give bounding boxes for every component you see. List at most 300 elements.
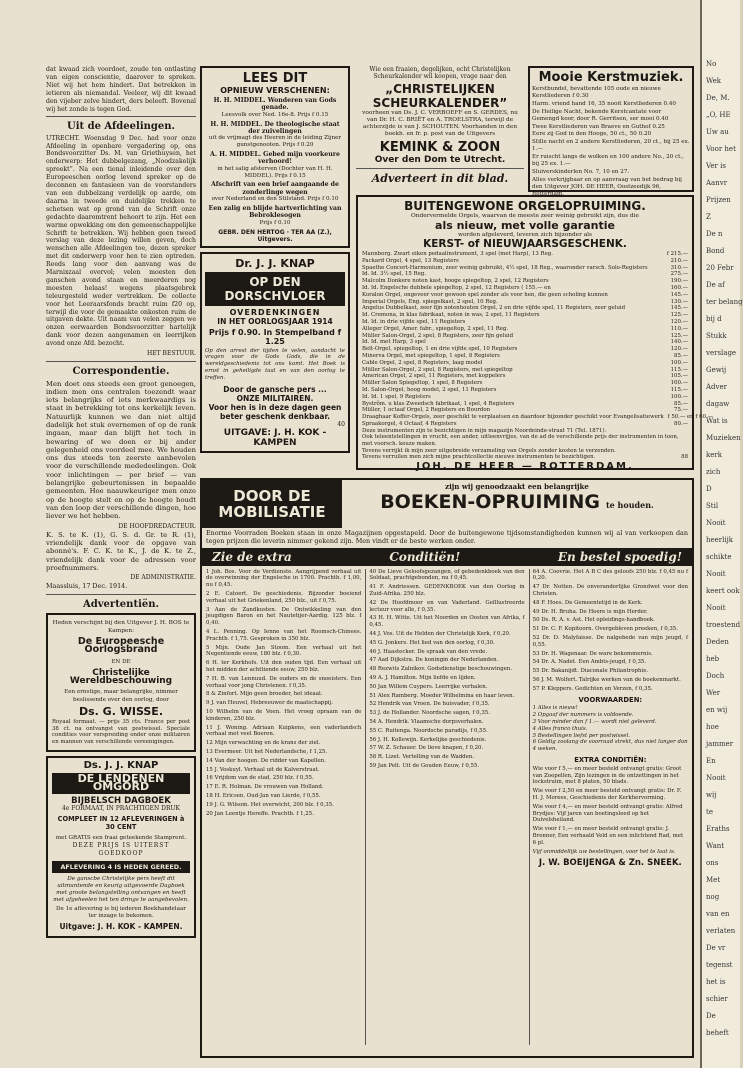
orgel-row-price: 85.— <box>674 400 688 407</box>
adjacent-page-fragment: De, M. <box>706 94 730 102</box>
orgel-row-price: 120.— <box>670 346 688 353</box>
lees-dit-item-detail: in het salig afsterven (Dochter van H. H. MIDDEL). Prijs f 0.15 <box>217 165 333 179</box>
voorwaarde-item: 5 Bestellingen liefst per postwissel. <box>532 732 630 739</box>
book-entry: 56 J. H. Kollewijn. Kerkelijke geschiedenis. <box>369 736 487 743</box>
adjacent-page-fragment: van en <box>706 910 730 918</box>
kemink-location: Over den Dom te Utrecht. <box>374 155 506 166</box>
adjacent-page-fragment: zich <box>706 468 721 476</box>
ad-oorlogsbrand-top: Heden verschijnt bij den Uitgever J. H. BOS te Kampen: <box>52 619 190 635</box>
kerstmuziek-line: De Heilige Nacht, bekende Kerstcantate voor Gemengd koor, door R. Gerritsen, ser mooi 0.40 <box>532 108 669 122</box>
knap-sub: OVERDENKINGEN <box>229 307 321 317</box>
orgel-row-price: 210.— <box>670 257 688 264</box>
lees-dit-item-title: Een zalig en blijde hartverlichting van Bebroklesogen <box>208 205 342 220</box>
book-entry: 56 J. M. Wolfert. Talrijke werken van de boekenmarkt. <box>532 676 681 683</box>
adjacent-page-fragment: Muzieken <box>706 434 741 442</box>
column-three <box>356 66 524 191</box>
orgel-heading-3: KERST- of NIEUWJAARSGESCHENK. <box>423 238 627 250</box>
adjacent-page-fragment: Adver <box>706 383 727 391</box>
banner2-right: En bestel spoedig! <box>557 549 682 564</box>
book-entry: 44 J. Vos. Uit de Helden der Christelijk Kerk, f 0,20. <box>369 630 511 637</box>
ad-lendenen-publisher: Uitgave: J. H. KOK - KAMPEN. <box>59 922 183 932</box>
adjacent-page-fragment: Aanvr <box>706 179 728 187</box>
orgel-note-4: Tevens verruilen men zich mijne prachtcollectie nieuwe instrumenten te bezichtigen. <box>362 454 596 461</box>
extra-item: Wie voor f 1,— en meer besteld ontvangt gratis: J. Brenner, Een verhaald Veld en een inlichtend Rad, met 6 pl. <box>532 826 684 846</box>
orgel-row-name: Müller Salon Spiegeltop, 1 spel, 8 Registers <box>362 380 483 387</box>
kerstmuziek-line: Stille nacht en 2 andere Kerstliederen, 20 ct., bij 25 ex. 1.— <box>532 139 690 153</box>
adjacent-page-fragment: „O, HE <box>706 111 731 119</box>
ad-lendenen-cheap: DEZE PRIJS IS UITERST GOEDKOOP <box>72 841 170 857</box>
book-entry: 50 Jan Willem Cuypers. Leerrijke verhalen. <box>369 683 488 690</box>
orgel-row <box>362 339 688 346</box>
adjacent-page-fragment: Stil <box>706 502 719 510</box>
orgel-row <box>362 299 688 306</box>
book-entry: 9 J. van Heuvel, Hebreeuwer de maatschappij. <box>206 700 333 707</box>
orgel-row-name: Spaethe Concert-Harmonium, zeer weinig gebruikt, 4½ spel, 18 Reg., waaronder varsch. Solo-Registers <box>362 264 648 271</box>
ad-oorlogsbrand-title2: Christelijke Wereldbeschouwing <box>69 667 173 687</box>
orgel-row <box>362 380 688 387</box>
signature-administratie: DE ADMINISTRATIE. <box>130 574 196 582</box>
orgel-row-price: f 50.— en f 60.— <box>667 414 714 421</box>
orgel-note-4-row <box>362 454 688 461</box>
book-entry: 57 W. Z. Schauer. De lieve knapen, f 0,20. <box>369 745 484 752</box>
orgel-row-price: 140.— <box>670 339 688 346</box>
orgel-sub1: Ondervermelde Orgels, waarvan de meeste zeer weinig gebruikt zijn, dus die <box>411 213 639 219</box>
adjacent-page-fragment: Nooit <box>706 604 726 612</box>
ad-lendenen-gratis: met GRATIS een fraai geteekende Stamprent. <box>55 834 187 841</box>
signature-hoofdredacteur: DE HOOFDREDACTEUR. <box>118 522 196 530</box>
book-entry: 10 Wilhelm van de Veen. Het vroeg opraam van de kinderen, 250 blz. <box>206 708 362 722</box>
adjacent-page-fragment: keert ook <box>706 587 740 595</box>
knap-title: OP DEN DORSCHVLOER <box>205 272 345 306</box>
book-entry: 57 P. Kleppers. Gedichten en Verzen, f 0,35. <box>532 685 653 692</box>
adjacent-page-fragment: Nooit <box>706 570 726 578</box>
book-entry: 45 G. Jonkers. Het lied van den oorlog, f 0,30. <box>369 639 495 646</box>
knap-military: ONZE MILITAIREN. <box>236 393 314 403</box>
orgel-row-price: f 215.— <box>666 251 688 257</box>
voorwaarden-list <box>533 705 688 753</box>
book-entry: 14 Van der hoogen. De ridder van Kapellen. <box>206 757 326 764</box>
book-entry: 5 Mijn. Oude Jan Stoom. Een verhaal uit het Negentiende eeuw, 180 blz. f 0,30. <box>206 644 362 658</box>
knap-press: Door de gansche pers ... <box>223 384 327 394</box>
calendar-body: voorheen van Ds. J. C. VERBOEFF en S. GERDES, nu van Dr. H. C. BRIËT en A. TROELSTRA, terwijl de achterzijde is van J. SCHOUTEN. Voorhanden in den boekh. en fr. p. post van de Uitgevers <box>362 110 518 138</box>
lees-dit-sub: OPNIEUW VERSCHENEN: <box>220 86 330 95</box>
adjacent-page-fragment: Wek <box>706 77 722 85</box>
orgel-row <box>362 251 688 258</box>
adjacent-page-fragment: verslage <box>706 349 737 357</box>
orgel-row-name: Imperial Orgels, Eng. spiegelkast, 2 spel, 10 Reg. <box>362 298 498 305</box>
banner2-mid: Conditiën! <box>389 549 461 564</box>
ad-lendenen <box>46 756 196 937</box>
orgel-row <box>362 401 688 408</box>
book-entry: 11 J. Woning. Adriaan Kuipkens, een vaderlandsch verhaal met veel Boeren. <box>206 724 362 738</box>
book-entry: 53 J. de Hollander. Noordsche sagen, f 0,35. <box>369 710 490 717</box>
ad-lendenen-subtitle: BIJBELSCH DAGBOEK <box>71 795 171 806</box>
adjacent-page-fragment: schier <box>706 995 728 1003</box>
adjacent-page-fragment: Ver is <box>706 162 726 170</box>
adjacent-page-fragment: Prijzen <box>706 196 731 204</box>
orgel-note-3: Tevens verrijkt ik mijn zeer uitgebreide verzameling van Orgels zonder kosten te verzenden. <box>362 447 616 454</box>
adjacent-page-fragment: en wij <box>706 706 728 714</box>
orgel-row-name: Alleger Orgel, Amer. fabr., spiegeltop, 2 spel, 11 Reg. <box>362 325 509 332</box>
adjacent-page-fragment: schikte <box>706 553 732 561</box>
orgel-row-name: Id. Id. met Harp, 3 spel <box>362 339 426 346</box>
lees-dit-title: LEES DIT <box>242 71 308 86</box>
book-entry: 54 Dr. A. Nadet. Een Ambts-jeugd, f 0,35. <box>532 659 647 666</box>
correspondentie-body: Men doet ons steeds een groot genoegen, indien men ons centralen toezendt waar iets belangrijks of iets merkwaardigs is staat in betrekking tot ons kerkelijk leven. Natuurlijk kunnen we dan niet altijd dadelijk het stuk overnemen of op de rank ingaan, maar dan blijft het toch in bewaring of we doen er bij ander gelegenheid ons voordeel mee. We houden ons dus steeds ten zeerste aanbevolen voor de verschillende mededeelingen. Ook voor inlichtingen — per brief — van belangrijke gebeurtenissen in bepaalde gemeenten. Hoe naauwkeuriger men onze op de hoogte stelt en op de hoogte houdt van den loop der verschillende dingen, hoe liever we het hebben. <box>46 379 196 521</box>
voorwaarde-item: 2 Opgaaf der nummers is voldoende. <box>532 712 634 719</box>
orgel-row-name: Malcolm Donkere noten kast, hooge spiegeltop, 2 spel, 12 Registers <box>362 278 549 285</box>
book-entry: 46 J. Haastecker. De spraak van den vrede. <box>369 648 488 655</box>
ad-oorlogsbrand-author: Ds. G. WISSE. <box>79 704 163 718</box>
opruiming-banner-2 <box>202 548 692 566</box>
orgel-dealer: JOH. DE HEER — ROTTERDAM. <box>416 460 634 472</box>
lees-dit-item-title: H. H. MIDDEL. Wonderen van Gods genade. <box>213 97 337 112</box>
orgel-row-price: 110.— <box>670 325 688 332</box>
book-entry: 12 Mijn verwachting en de krans der ziel. <box>206 740 321 747</box>
orgel-row-name: Mannborg. Zwart eiken pedaalinstrument, 3 spel (met Harp), 13 Reg. <box>362 251 553 257</box>
adjacent-page-fragment: Met <box>706 876 721 884</box>
voorwaarden-heading: VOORWAARDEN: <box>578 695 643 704</box>
lees-dit-item-detail: uit de vrijmagt des Heeren in de leiding Zijner gunstgenooten. Prijs f 0.20 <box>208 135 342 149</box>
book-entry: 48 F. Hoes. De Gemeentetijd in de Kerk. <box>532 599 643 606</box>
book-entry: 3 Aan de Zandkusten. De Ontwikkeling van den jeugdigen Baron en het Nautetijer-Aardig. 125 blz. f 0,40. <box>206 606 362 627</box>
administratie-body: K. S. te K. (1), G. S. d. Gr. te R. (1), vriendelijk dank voor de opgave van abonné's. F. C. K. te K., J. de K. te Z., vriendelijk dank voor de adressen voor proefnummers. <box>46 530 196 572</box>
adjacent-page-fragment: bij d <box>706 315 722 323</box>
calendar-title-2: SCHEURKALENDER” <box>372 96 508 111</box>
book-entry: 55 C. Ruitenga. Noordsche paradijs, f 0,55. <box>369 727 488 734</box>
orgel-row <box>362 333 688 340</box>
orgel-row <box>362 292 688 299</box>
adjacent-page-fragment: Want <box>706 842 725 850</box>
orgel-row-name: Id. Id. Engelsche dubbele spiegeltop, 2 spel, 12 Registers ( 155.— en <box>362 284 551 291</box>
boeken-opruiming-advert <box>200 478 694 1058</box>
knap-number: 40 <box>337 420 345 428</box>
extra-heading: EXTRA CONDITIËN: <box>574 755 647 764</box>
adjacent-page-fragment: Nooit <box>706 774 726 782</box>
adjacent-page-fragment: Wer <box>706 689 721 697</box>
orgel-row <box>362 285 688 292</box>
book-entry: 15 J. Voskuyl. Verhaal uit de Kalverstraat. <box>206 766 320 773</box>
ad-lendenen-format: 4e FORMAAT, IN PRACHTIGEN DRUK <box>61 804 181 812</box>
book-entry: 16 Vrijdom van de stad, 250 blz. f 0,55. <box>206 775 314 782</box>
extra-list <box>533 766 688 847</box>
lees-dit-foot: GEBR. DEN HERTOG · TER AA (Z.), Uitgevers. <box>218 228 332 243</box>
adjacent-page-fragment: nog <box>706 893 720 901</box>
knap-quote: Op den arrest der tijden te velen, aandacht te vragen voor de Gods Gods, die in de wereldgeschiedenis tot ons komt. Het Boek is ernst in geheiligde taal en van den oorlog te treffen. <box>205 347 345 381</box>
voorwaarde-item: 1 Alles is nieuw! <box>532 705 578 712</box>
orgel-row-price: 160.— <box>670 284 688 291</box>
knap-price: Prijs f 0.90. In Stempelband f 1.25 <box>208 327 342 346</box>
adjacent-page-fragment: ter belang <box>706 298 743 306</box>
adjacent-page-fragment: Bond <box>706 247 725 255</box>
book-entry: 52 Hendrik van Vroen. De huisvader, f 0,35. <box>369 701 490 708</box>
adjacent-page-fragment: verlaten <box>706 927 736 935</box>
orgel-row-name: Cable Orgel, 2 spel, 8 Registers, laag model <box>362 359 483 366</box>
heading-correspondentie: Correspondentie. <box>72 366 170 378</box>
book-entry: 58 R. Lizet. Vertelling van de Wadden. <box>369 754 475 761</box>
book-entry: 52 Dr. D. Malyfaisse. De nalgebede van mijn jeugd, f 0,55. <box>532 634 688 648</box>
orgel-row-price: 275.— <box>670 271 688 278</box>
orgel-row <box>362 353 688 360</box>
voorwaarde-item: 4 Alles franco thuis. <box>532 725 588 732</box>
book-entry: 50 Ds. R. A. v. Ast. Het opleidings-handboek. <box>532 617 655 624</box>
orgel-row-price: 115.— <box>670 386 688 393</box>
orgel-row <box>362 319 688 326</box>
lees-dit-item-detail: over Nederland en den Stilstand. Prijs f 0.10 <box>211 196 339 203</box>
book-entry: 13 Evermeer. Uit het Nederlandsche, f 1,25. <box>206 748 328 755</box>
adjacent-page-fragment: Voor het <box>706 145 736 153</box>
adjacent-page-fragment: Stukk <box>706 332 727 340</box>
adjacent-page-fragment: De n <box>706 230 723 238</box>
ad-dorschvloer <box>200 252 350 453</box>
adjacent-page-fragment: jammer <box>706 740 734 748</box>
voorwaarde-item: 6 Geldig zoolang de voorraad strekt, dus niet langer dan 4 weken. <box>532 739 688 753</box>
book-entry: 43 H. H. Witte. Uit het Noorden en Oosten van Afrika, f 0,45. <box>369 615 525 629</box>
book-entry: 4 L. Penning. Op Ienne van het Roomsch-Chinees. Prachtb. f 1,75. Gesproken in 350 blz. <box>206 628 362 642</box>
orgel-row <box>362 346 688 353</box>
orgel-row-name: Müller, 1 octaaf Orgel, 2 Registers en Bourdon <box>362 407 491 414</box>
knap-name: Dr. J. J. KNAP <box>235 256 315 270</box>
orgel-row-name: Belt-Orgel, spiegeltop, 1 en drie vijfde spel, 10 Registers <box>362 346 518 353</box>
orgel-row-price: 130.— <box>670 298 688 305</box>
adjacent-page-fragment: 20 Febr <box>706 264 734 272</box>
afdeelingen-body: UTRECHT. Woensdag 9 Dec. had voor onze Afdeeling in openbare vergadering op, ons Bondsvoorzitter Ds. M. van Griethuysen, het onderwerp: Het dubbelgezang, „Noodzakelijk spreekt”. Na een tienal inleidende over den Europeeschen oorlog levend spreker op de deconnen en fantasieen van de voorstanders van een dubbelzang verdelijk op aarde, om daarna in tweede en duidelijke trekken te schetsen wat op grond van de Schrift onze gedachte daaromtrent behoort te zijn. Het een warme opwekking om den gemeenschappelijke Schrift te betrekken. Wij hebben geen tweed verslag van deze lezing willen geven, doch wenschen alle Afdeelingen toe, dezen spreker met dit onderwerp voor hen te zien optreden. Reeds lang voor den aanvang was de Marnixzaal overvol; velen moesten den ganschen avond staan en meerderen nog moesten helaas! wegens plaatsgebrek teleurgesteld weder vertrekken. De collecte voor het Leeraarsfonds bracht ruim f20 op, terwijl die voor de gemaakte onkosten ruim de uitgaven dekte. Uit naam van velen zeggen we onzen eerwaarden Bondsvoorzitter hartelijk dank voor dezen aangenamen en leerrijken avond onze Afd. bezocht. <box>46 134 196 348</box>
mobilisatie-banner: DOOR DE MOBILISATIE <box>202 480 342 528</box>
orgel-row-price: 100.— <box>670 380 688 387</box>
orgel-row-name: Koralon Orgel, ongeveer voor gewoon spel zonder als voor hen, die geen scholing kunnen <box>362 291 608 298</box>
kerstmuziek-line: Er ruischt langs de wolken en 100 andere No., 20 ct., bij 25 ex. 1.— <box>532 154 684 168</box>
orgel-row <box>362 367 688 374</box>
orgel-row <box>362 305 688 312</box>
orgel-row-price: 100.— <box>670 393 688 400</box>
orgel-row-price: 190.— <box>670 278 688 285</box>
adjacent-page-fragment: hoe <box>706 723 719 731</box>
book-entry: 41 F. Andriessen. GEDENKBOEK van den Oorlog in Zuid-Afrika. 250 blz. <box>369 584 525 597</box>
orgel-heading-2: als nieuw, met volle garantie <box>435 219 615 232</box>
heading-advertentien: Advertentiën. <box>83 598 159 610</box>
intro-text: dat kwaad zich voordoet, zoude ten ontlasting van eigen conscientie, daarover te spreken. Niet wij het hem hindert. Dat betrekken in ietieren als niemandal. Veeleer, wij dit kwaad den vijeber zelve hindert, ders beleeft. Bovenal wij het zonde is tegen God. <box>46 66 196 113</box>
extra-item: Wie voor f 4,— en meer besteld ontvangt gratis: Alfred Brydjes: Vijf jaren van boetingsleed op het Duivelsheiland. <box>532 803 683 824</box>
orgel-row-price: 145.— <box>670 291 688 298</box>
adjacent-page-fragment: De af <box>706 281 725 289</box>
adjacent-page-fragment: troestend <box>706 621 741 629</box>
adjacent-page-fragment: te <box>706 808 713 816</box>
advertise-slogan: Adverteert in dit blad. <box>371 172 509 186</box>
opruiming-publisher: J. W. BOEIJENGA & Zn. SNEEK. <box>538 858 682 869</box>
knap-gift: Voor hen is in deze dagen geen beter geschenk denkbaar. <box>208 402 342 421</box>
lees-dit-items <box>205 97 345 227</box>
adjacent-page-fragment: dagaw <box>706 400 730 408</box>
dateline: Maassluis, 17 Dec. 1914. <box>46 582 128 591</box>
orgel-note-number: 88 <box>681 454 688 461</box>
orgel-row <box>362 387 688 394</box>
book-entry: 55 Dr. Bakanijdt. Diaconale Philantrophie. <box>532 668 649 675</box>
book-entry: 47 Aad Dijkstra. De koningin der Nederlanden. <box>369 657 499 664</box>
kemink-name: KEMINK & ZOON <box>379 140 501 156</box>
ad-lendenen-complete: COMPLEET IN 12 AFLEVERINGEN à 30 CENT <box>57 815 185 832</box>
orgel-row-name: Id. Id. 1 spel, 9 Registers <box>362 393 431 400</box>
orgel-row-price: 75.— <box>674 407 688 414</box>
extra-item: Wie voor f 2,50 en meer besteld ontvangt gratis: Dr. F. H. J. Morees, Geschiedenis der Kerkhervorming. <box>532 788 682 801</box>
book-entry: 2 E. Catoert. De geschiedenis. Bijzonder boeiend verhaal uit het Griekenland, 250 blz., uit f 0,75. <box>206 590 362 604</box>
opruiming-list-left <box>206 569 361 1045</box>
orgel-row <box>362 394 688 401</box>
book-entry: 54 A. Hendrik. Vlaamsche dorpsverhalen. <box>369 718 484 725</box>
opruiming-list-right <box>529 569 688 1045</box>
orgel-row-name: American Orgel, 2 spel, 11 Registers, met koppelers <box>362 373 506 380</box>
orgel-row-price: 100.— <box>670 359 688 366</box>
adjacent-page-fragment: Z <box>706 213 711 221</box>
orgel-row-name: Spraakorgel, 4 Octaaf, 4 Registers <box>362 420 457 427</box>
adjacent-page-fragment: D <box>706 485 712 493</box>
lees-dit-item-detail: Leesvolk over Ned. 16e-8. Prijs f 0.15 <box>221 111 329 118</box>
orgel-row <box>362 271 688 278</box>
extra-item: Wie voor f 5,— en meer besteld ontvangt gratis: Groot van Zoepellen, Zijn lezingen in de ontzettingen in het lockstruim, met 8 platen, 50 blads. <box>532 765 682 786</box>
opruiming-small: zijn wij genoodzaakt een belangrijke <box>445 482 589 491</box>
orgel-row-price: 125.— <box>670 332 688 339</box>
book-entry: 49 Dr. H. Bruha. De Heere is mijn Herder. <box>532 608 648 615</box>
book-entry: 8 & Zinfort. Mijn geen broeder, het ideaal. <box>206 691 323 698</box>
closing-line: Vijf onmiddellijk uw bestellingen, voor het te laat is. <box>532 849 676 856</box>
orgel-row-name: Id. Cremona, in klas fabrikaat, noten in was, 2 spel, 11 Registers <box>362 312 540 319</box>
orgel-row-price: 145.— <box>670 305 688 312</box>
orgel-row <box>362 258 688 265</box>
calendar-intro: Wie een fraaien, degelijken, echt Christelijken Scheurkalender wil koopen, vrage naar den <box>369 66 511 81</box>
kerstmuziek-line: Twee Kerstliederen van Braeve en Guthof 0.25 <box>532 123 665 130</box>
orgel-row-name: Minerva Orgel, met spiegeltop, 1 spel, 8 Registers <box>362 352 500 359</box>
orgel-row-name: Müller Salon-Orgel, 2 spel, 8 Registers, zeer fijn geluid <box>362 332 514 339</box>
adjacent-page-fragment: tegenst <box>706 961 733 969</box>
banner2-left: Zie de extra <box>212 549 292 564</box>
opruiming-header <box>202 480 692 528</box>
adjacent-page-fragment: En <box>706 757 716 765</box>
orgel-note-1: Deze instrumenten zijn te bezichtigen in mijn magazijn Noordeinde-straat 71 (Tel. 1871). <box>362 427 607 434</box>
adjacent-page-fragment: Uw au <box>706 128 729 136</box>
kerstmuziek-list <box>532 86 690 198</box>
adjacent-page-fragment: ons <box>706 859 719 867</box>
orgel-row <box>362 278 688 285</box>
lees-dit-item-title: Afschrift van een brief aangaande de zonderlinge wegen <box>211 181 339 196</box>
orgel-row <box>362 407 688 414</box>
book-entry: 1 Joh. Bos. Voor de Verdienste. Aangrijpend verhaal uit de overwinning der Engelsche in 1700. Prachtb. f 1,00, nu f 0,45. <box>206 568 362 589</box>
kerstmuziek-line: Kerstbundel, bevattende 105 oude en nieuwe Kerstliederen f 0.30 <box>532 86 661 99</box>
orgel-row-name: Id. Salon-Orgel, hoog model, 2 spel, 11 Registers <box>362 386 497 393</box>
ad-lendenen-quote: De ganscbe Christelijke pers heeft dit uitmuntende en keurig uitgevoerde Dagboek met groote belangstelling ontvangen en heeft met afgeheelen het ten drings te aangebevolen. <box>53 876 189 904</box>
orgel-row-name: Packard Orgel, 4 spel, 13 Registers <box>362 257 459 264</box>
adjacent-page-fragment: De vr <box>706 944 726 952</box>
ad-lees-dit <box>200 66 350 248</box>
adjacent-page-fragment: beheft <box>706 1029 729 1037</box>
kerstmuziek-title: Mooie Kerstmuziek. <box>538 70 684 85</box>
ad-oorlogsbrand-mid: Een ernstige, maar belangrijke, nimmer beslissende over den oorlog, door <box>64 689 178 704</box>
book-entry: 51 Dr. C. F. Kopitoorn. Overgebleven preeken, f 0,35. <box>532 626 678 633</box>
kerstmuziek-line: Eere zij God in den Hooge, 50 ct., 50 0.20 <box>532 131 652 138</box>
ad-lendenen-foot: De 1e aflevering is bij iederen Boekhandelaar ter inzage te bekomen. <box>56 906 186 920</box>
orgel-heading: BUITENGEWONE ORGELOPRUIMING. <box>404 199 646 213</box>
orgel-note-2: Ook teleentstellingen in vrucht, een ander, uitleenvrijjes, van de ad de verschillende prijs der instrumenten in toon, met voorsch. keuze maken. <box>362 434 679 447</box>
heading-afdeelingen: Uit de Afdeelingen. <box>66 121 176 133</box>
book-entry: 51 Alex Ramberg. Moeder Wilhelmina en haar leven. <box>369 692 515 699</box>
orgel-row <box>362 312 688 319</box>
orgel-row-name: Draaghaar Koffer-Orgels, zeer geschikt te verplaatsen en daardoor bijzonder geschikt voor Evangelisatiewerk <box>362 414 664 421</box>
adjacent-page-fragment: De <box>706 1012 716 1020</box>
adjacent-page-fragment: Wat is <box>706 417 728 425</box>
book-entry: 64 A. Coovrie. Het A B C des geloofs 250 blz. f 0,45 nu f 0,20. <box>532 568 688 582</box>
lees-dit-item-title: A. H. MIDDEL. Gebed mijn voorkeure verhoord! <box>210 151 340 166</box>
orgel-row-price: 115.— <box>670 366 688 373</box>
book-entry: 6 H. ter Kerkhofs. Uit den ouden tijd. Een verhaal uit het midden der achttiende eeuw, 250 blz. <box>206 660 362 673</box>
adjacent-page-fragment: het is <box>706 978 726 986</box>
orgel-row-name: Müller Salon-Orgel, 2 spel, 8 Registers, met spiegeltop <box>362 366 513 373</box>
adjacent-page-fragment: kerk <box>706 451 722 459</box>
opruiming-list-right-items <box>533 569 688 693</box>
calendar-title-1: „CHRISTELIJKEN <box>385 82 495 97</box>
column-two <box>200 66 350 521</box>
orgel-row-price: 80.— <box>674 420 688 427</box>
opruiming-tail: te houden. <box>605 500 654 510</box>
adjacent-page-fragment: Eraths <box>706 825 730 833</box>
ad-oorlogsbrand-and: EN DE <box>111 658 131 665</box>
opruiming-columns <box>202 566 692 1048</box>
ad-oorlogsbrand-foot: Royaal formaat. — prijs 35 cts. Franco per post 38 ct. na ontvangst van postwissel. Speciale condities voor verspreiding onder onze militairen en mannen van verschillende vereenigingen. <box>52 718 190 746</box>
book-entry: 18 H. Ericsen. Oud-Jan van Lierde, f 0,55. <box>206 792 321 799</box>
book-entry: 42 De Hoofdmoor en van Vaderland. Geïllustreerde lectuur voor alle, f 0,35. <box>369 599 525 613</box>
voorwaarde-item: 3 Voor minder dan f 1.— wordt niet geleverd. <box>532 718 657 725</box>
knap-publisher: UITGAVE: J. H. KOK - KAMPEN <box>223 427 327 448</box>
book-entry: 59 Jan Pelt. Uit de Gouden Eeuw, f 0,55. <box>369 762 480 769</box>
kerstmuziek-line: Sluiverskinderlen No. 7, 10 en 27. <box>532 168 630 175</box>
adjacent-page-strip <box>700 0 743 1068</box>
knap-year: IN HET OORLOGSJAAR 1914 <box>217 316 333 326</box>
book-entry: 7 H. B. van Lennuud. De ouders en de snoeisters. Een verhaal voor jong Christenen. f 0,35. <box>206 675 362 689</box>
orgel-row <box>362 414 714 421</box>
orgel-row-name: Id. Id. in drie vijfde spel, 11 Registers <box>362 318 466 325</box>
orgel-row-price: 85.— <box>674 352 688 359</box>
adjacent-page-fragment: wij <box>706 791 717 799</box>
adjacent-page-fragment: Nooit <box>706 519 726 527</box>
kerstmuziek-line: Harm. vriend hand 16, 35 nooit Kerstliederen 0.40 <box>532 100 676 107</box>
column-four <box>528 66 694 197</box>
adjacent-page-fragment: Doch <box>706 672 725 680</box>
lees-dit-item-title: H. H. MIDDEL. De theologische staat der zuivelingen <box>210 120 340 136</box>
book-entry: 20 Jan Leentje Hereffe. Prachtb. f 1,25. <box>206 810 314 817</box>
ad-oorlogsbrand <box>46 613 196 752</box>
kerstmuziek-line: Alles verkrijgbaar en op aanvraag van het bedrag bij den Uitgever JOH. DE HEER, Oostzeedijk 96, Rotterdam. <box>532 176 682 197</box>
book-entry: 49 A. J. Hamilton. Mijn liefde en lijden. <box>369 674 476 681</box>
book-entry: 19 J. G. Wilsom. Het overwicht, 200 blz. f 0,35. <box>206 801 334 808</box>
opruiming-list-mid <box>365 569 524 1045</box>
orgel-row-name: Angelus Dubbelkast, zeer fijn notenhouten Orgel, 2 en drie vijfde spel, 11 Registers, zeer geluid <box>362 305 626 312</box>
opruiming-title: BOEKEN-OPRUIMING <box>380 491 600 513</box>
adjacent-page-fragment: heb <box>706 655 720 663</box>
book-entry: 47 Dr. Notten. De onveranderlijke Grondwet voor den Christen. <box>532 584 688 597</box>
lees-dit-item-detail: Prijs f 0.10 <box>259 219 291 226</box>
book-entry: 48 Rezwits Zalnikov. Godsdienstige beschouwingen. <box>369 666 513 673</box>
orgel-row <box>362 360 688 367</box>
adjacent-page-fragment: heerlijk <box>706 536 734 544</box>
adjacent-page-fragment: Gewij <box>706 366 727 374</box>
orgel-row <box>362 421 688 428</box>
adjacent-page-fragment: No <box>706 60 717 68</box>
column-one <box>46 66 196 1061</box>
adjacent-page-fragment: Deden <box>706 638 729 646</box>
orgel-row-name: Bystrõm. u klas Zweedsch fabrikaat, 1 spel, 4 Registers <box>362 400 515 407</box>
orgel-row <box>362 373 688 380</box>
opruiming-sub: Enorme Voorraden Boeken staan in onze Magazijnen opgestapeld. Door de buitengewone tijdsomstandigheden kunnen wij al van verkoopen dan tegen prijzen die ieverin nimmer gekend zijn. Men vindt er de beste werken onder. <box>206 529 688 545</box>
orgel-row-price: 310.— <box>670 264 688 271</box>
book-entry: 17 E. R. Holman. De vrouwen van Holland. <box>206 784 324 791</box>
orgel-row-price: 120.— <box>670 318 688 325</box>
